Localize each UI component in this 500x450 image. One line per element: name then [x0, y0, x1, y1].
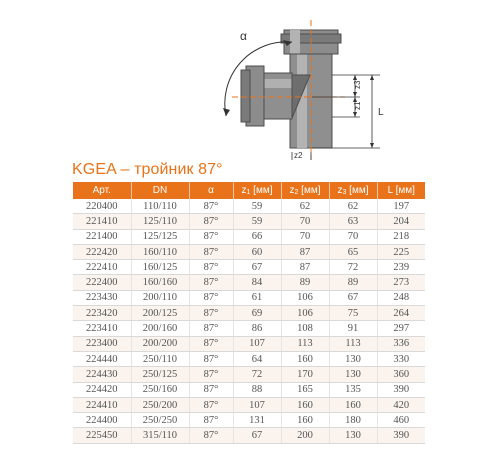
table-cell: 87° [189, 306, 233, 321]
table-cell: 88 [233, 382, 281, 397]
table-cell: 87° [189, 199, 233, 214]
table-cell: 315/110 [131, 428, 189, 443]
table-cell: 70 [281, 214, 329, 229]
table-cell: 160 [281, 413, 329, 428]
table-cell: 87° [189, 321, 233, 336]
table-cell: 87° [189, 260, 233, 275]
table-cell: 87° [189, 244, 233, 259]
table-cell: 89 [329, 275, 377, 290]
table-cell: 72 [233, 367, 281, 382]
table-cell: 87° [189, 229, 233, 244]
table-row [73, 321, 425, 336]
table-cell: 250/125 [131, 367, 189, 382]
table-row [73, 275, 425, 290]
table-cell: 222410 [73, 260, 131, 275]
table-cell: 62 [281, 199, 329, 214]
table-cell: 62 [329, 199, 377, 214]
table-cell: 70 [329, 229, 377, 244]
table-cell: 63 [329, 214, 377, 229]
table-cell: 390 [377, 382, 425, 397]
table-cell: 225450 [73, 428, 131, 443]
table-cell: 106 [281, 290, 329, 305]
header-subscript: 1 [246, 189, 251, 196]
table-header-cell [189, 182, 233, 199]
table-cell: 248 [377, 290, 425, 305]
z1-dimension-label: z1 [353, 101, 362, 110]
table-cell: 460 [377, 413, 425, 428]
table-cell: 87° [189, 275, 233, 290]
table-cell: 250/110 [131, 351, 189, 366]
table-cell: 224410 [73, 397, 131, 412]
table-cell: 200 [281, 428, 329, 443]
table-cell: 224400 [73, 413, 131, 428]
length-dimension-label: L [378, 107, 384, 118]
table-cell: 273 [377, 275, 425, 290]
table-cell: 69 [233, 306, 281, 321]
table-header-cell [281, 182, 329, 199]
table-row [73, 428, 425, 443]
table-cell: 336 [377, 336, 425, 351]
angle-arrow-icon [223, 108, 230, 116]
table-cell: 67 [233, 428, 281, 443]
table-cell: 197 [377, 199, 425, 214]
table-row [73, 336, 425, 351]
table-cell: 87° [189, 351, 233, 366]
table-cell: 360 [377, 367, 425, 382]
table-cell: 225 [377, 244, 425, 259]
table-cell: 87° [189, 397, 233, 412]
table-cell: 87 [281, 260, 329, 275]
table-cell: 223430 [73, 290, 131, 305]
tee-drawing [0, 0, 500, 160]
table-cell: 87° [189, 413, 233, 428]
table-cell: 264 [377, 306, 425, 321]
table-cell: 87° [189, 367, 233, 382]
table-cell: 66 [233, 229, 281, 244]
table-cell: 224430 [73, 367, 131, 382]
table-cell: 222400 [73, 275, 131, 290]
table-row [73, 229, 425, 244]
table-cell: 75 [329, 306, 377, 321]
table-cell: 86 [233, 321, 281, 336]
table-cell: 220400 [73, 199, 131, 214]
table-cell: 107 [233, 336, 281, 351]
table-cell: 91 [329, 321, 377, 336]
table-cell: 65 [329, 244, 377, 259]
table-cell: 59 [233, 214, 281, 229]
table-cell: 130 [329, 367, 377, 382]
table-cell: 250/160 [131, 382, 189, 397]
table-cell: 110/110 [131, 199, 189, 214]
table-cell: 250/200 [131, 397, 189, 412]
header-main: L [387, 185, 393, 196]
header-main: z [289, 185, 295, 196]
table-cell: 223410 [73, 321, 131, 336]
table-cell: 61 [233, 290, 281, 305]
table-cell: 64 [233, 351, 281, 366]
table-cell: 87° [189, 428, 233, 443]
table-cell: 170 [281, 367, 329, 382]
table-cell: 84 [233, 275, 281, 290]
table-cell: 107 [233, 397, 281, 412]
table-header-row [73, 182, 425, 199]
table-cell: 67 [233, 260, 281, 275]
table-cell: 108 [281, 321, 329, 336]
table-row [73, 367, 425, 382]
table-cell: 221400 [73, 229, 131, 244]
table-cell: 87° [189, 382, 233, 397]
table-cell: 72 [329, 260, 377, 275]
table-row [73, 214, 425, 229]
table-cell: 330 [377, 351, 425, 366]
table-cell: 106 [281, 306, 329, 321]
table-cell: 60 [233, 244, 281, 259]
table-cell: 200/160 [131, 321, 189, 336]
header-unit: [мм] [298, 185, 321, 196]
table-cell: 131 [233, 413, 281, 428]
table-header-cell [73, 182, 131, 199]
table-cell: 89 [281, 275, 329, 290]
table-cell: 160 [281, 351, 329, 366]
table-cell: 70 [281, 229, 329, 244]
z2-dimension-label: z2 [294, 151, 303, 160]
table-header-cell [377, 182, 425, 199]
table-cell: 420 [377, 397, 425, 412]
table-header-cell [131, 182, 189, 199]
table-cell: 218 [377, 229, 425, 244]
table-cell: 297 [377, 321, 425, 336]
table-cell: 180 [329, 413, 377, 428]
table-cell: 160/160 [131, 275, 189, 290]
table-cell: 200/110 [131, 290, 189, 305]
product-name: – тройник 87° [115, 161, 223, 178]
z3-dimension-label: z3 [353, 80, 362, 89]
table-cell: 125/125 [131, 229, 189, 244]
header-main: z [241, 185, 247, 196]
table-cell: 160 [329, 397, 377, 412]
table-cell: 224440 [73, 351, 131, 366]
table-cell: 390 [377, 428, 425, 443]
table-cell: 223400 [73, 336, 131, 351]
table-cell: 87° [189, 290, 233, 305]
header-main: α [208, 185, 214, 196]
table-cell: 135 [329, 382, 377, 397]
header-unit: [мм] [392, 185, 415, 196]
table-cell: 125/110 [131, 214, 189, 229]
table-cell: 239 [377, 260, 425, 275]
table-cell: 250/250 [131, 413, 189, 428]
table-cell: 160/110 [131, 244, 189, 259]
table-cell: 87° [189, 336, 233, 351]
angle-label: α [240, 29, 247, 43]
table-body [73, 199, 425, 443]
table-header-cell [329, 182, 377, 199]
table-cell: 59 [233, 199, 281, 214]
table-row [73, 199, 425, 214]
table-cell: 160 [281, 397, 329, 412]
table-row [73, 351, 425, 366]
table-cell: 130 [329, 351, 377, 366]
table-row [73, 397, 425, 412]
table-row [73, 260, 425, 275]
table-header-cell [233, 182, 281, 199]
header-unit: [мм] [346, 185, 369, 196]
table-cell: 113 [329, 336, 377, 351]
table-cell: 221410 [73, 214, 131, 229]
header-main: Арт. [92, 185, 111, 196]
header-main: DN [152, 185, 168, 196]
table-row [73, 413, 425, 428]
table-row [73, 290, 425, 305]
table-cell: 222420 [73, 244, 131, 259]
table-cell: 113 [281, 336, 329, 351]
table-row [73, 306, 425, 321]
page-title [72, 161, 223, 179]
table-cell: 87 [281, 244, 329, 259]
header-unit: [мм] [250, 185, 273, 196]
table-cell: 130 [329, 428, 377, 443]
table-cell: 223420 [73, 306, 131, 321]
header-main: z [337, 185, 343, 196]
product-code: KGEA [72, 161, 116, 178]
table-cell: 200/200 [131, 336, 189, 351]
table-row [73, 244, 425, 259]
table-cell: 200/125 [131, 306, 189, 321]
table-row [73, 382, 425, 397]
table-cell: 160/125 [131, 260, 189, 275]
table-cell: 224420 [73, 382, 131, 397]
table-cell: 67 [329, 290, 377, 305]
specs-table [73, 182, 425, 444]
header-subscript: 2 [294, 189, 299, 196]
header-subscript: 3 [342, 189, 347, 196]
table-cell: 165 [281, 382, 329, 397]
table-cell: 204 [377, 214, 425, 229]
table-cell: 87° [189, 214, 233, 229]
